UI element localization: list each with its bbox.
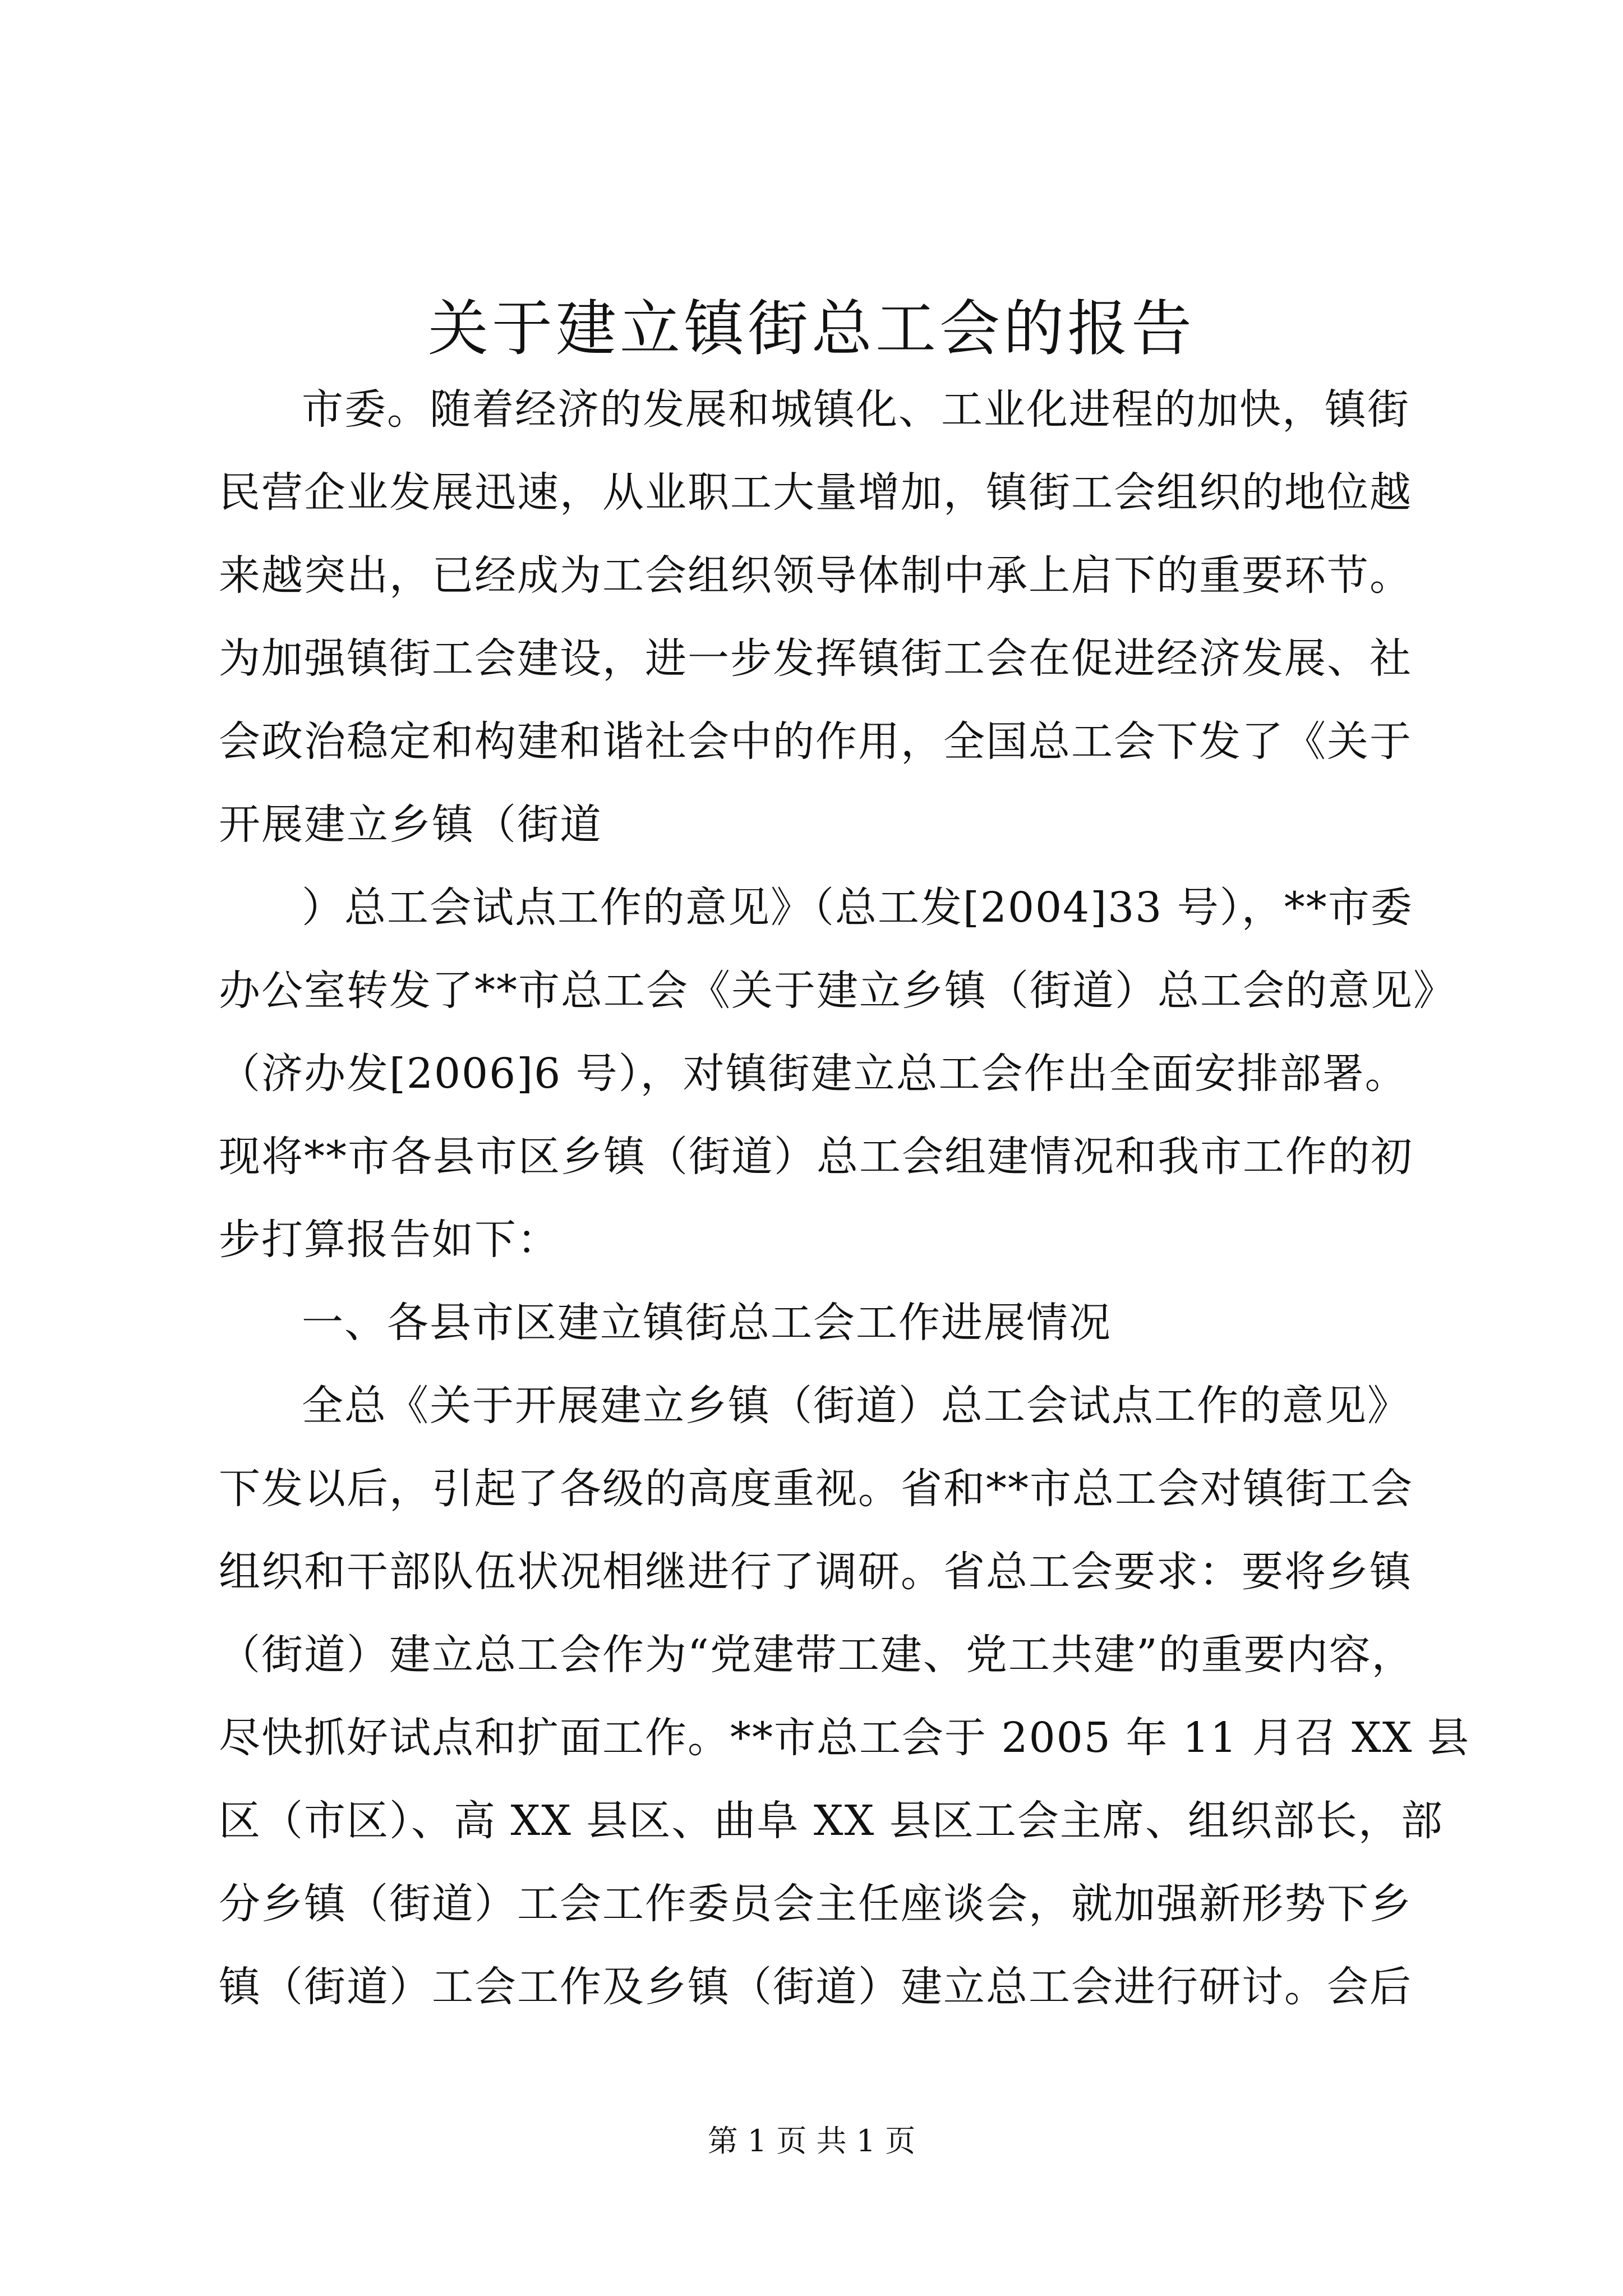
body-line-3: 来越突出，已经成为工会组织领导体制中承上启下的重要环节。 — [219, 551, 1412, 600]
body-line-10: 现将**市各县市区乡镇（街道）总工会组建情况和我市工作的初 — [219, 1133, 1413, 1181]
document-title: 关于建立镇街总工会的报告 — [427, 294, 1195, 364]
body-line-1: 市委。随着经济的发展和城镇化、工业化进程的加快，镇街 — [302, 385, 1410, 434]
body-line-2: 民营企业发展迅速，从业职工大量增加，镇街工会组织的地位越 — [219, 468, 1412, 517]
body-line-20: 镇（街道）工会工作及乡镇（街道）建立总工会进行研讨。会后 — [219, 1963, 1412, 2011]
body-line-8: 办公室转发了**市总工会《关于建立乡镇（街道）总工会的意见》 — [219, 967, 1456, 1015]
section-heading: 一、各县市区建立镇街总工会工作进展情况 — [302, 1299, 1112, 1347]
body-line-14: 下发以后，引起了各级的高度重视。省和**市总工会对镇街工会 — [219, 1465, 1413, 1513]
body-line-7: ）总工会试点工作的意见》（总工发[2004]33 号），**市委 — [302, 884, 1413, 932]
body-line-18: 区（市区）、高 XX 县区、曲阜 XX 县区工会主席、组织部长，部 — [219, 1797, 1444, 1845]
body-line-11: 步打算报告如下： — [219, 1216, 560, 1264]
body-line-4: 为加强镇街工会建设，进一步发挥镇街工会在促进经济发展、社 — [219, 634, 1412, 683]
page-number: 第 1 页 共 1 页 — [707, 2123, 916, 2159]
body-line-19: 分乡镇（街道）工会工作委员会主任座谈会，就加强新形势下乡 — [219, 1880, 1412, 1928]
body-line-13: 全总《关于开展建立乡镇（街道）总工会试点工作的意见》 — [302, 1382, 1410, 1430]
body-line-9: （济办发[2006]6 号），对镇街建立总工会作出全面安排部署。 — [219, 1050, 1408, 1098]
body-line-16: （街道）建立总工会作为“党建带工建、党工共建”的重要内容， — [219, 1631, 1414, 1679]
body-line-6: 开展建立乡镇（街道 — [219, 800, 602, 849]
body-line-5: 会政治稳定和构建和谐社会中的作用，全国总工会下发了《关于 — [219, 717, 1412, 766]
body-line-17: 尽快抓好试点和扩面工作。**市总工会于 2005 年 11 月召 XX 县 — [219, 1714, 1470, 1762]
body-line-15: 组织和干部队伍状况相继进行了调研。省总工会要求：要将乡镇 — [219, 1548, 1412, 1596]
